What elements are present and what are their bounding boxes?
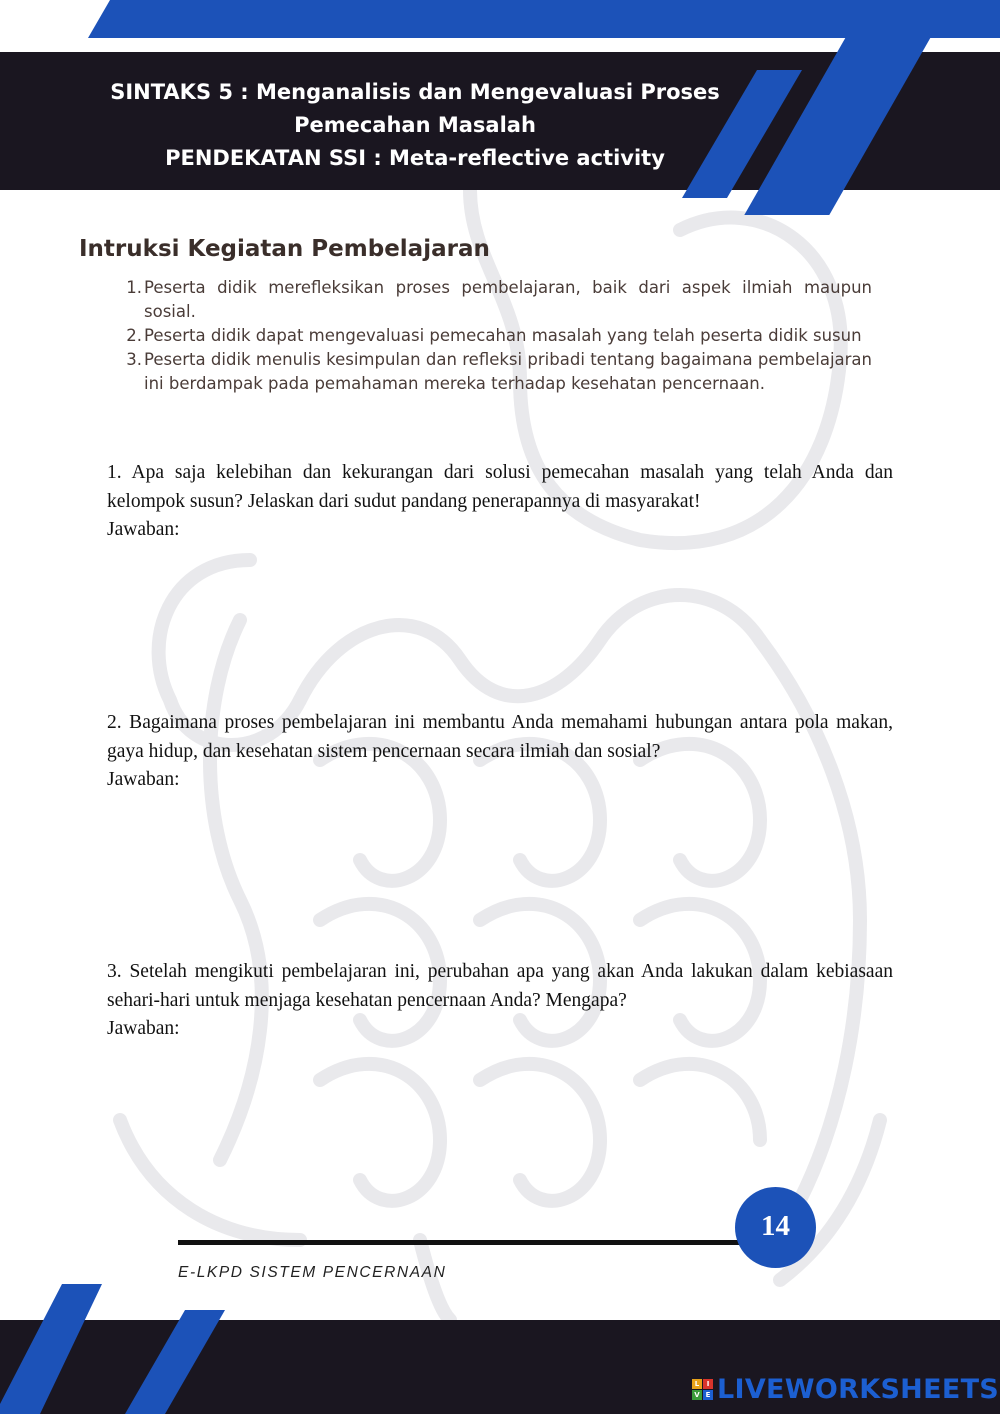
instruction-text: Peserta didik menulis kesimpulan dan refleksi pribadi tentang bagaimana pembelajaran ini berdampak pada pemahaman mereka terhadap kesehatan pencernaan. [144,350,872,393]
footer-blue-stripes [0,1280,260,1414]
question-2 [107,709,893,795]
logo-letter: E [703,1390,713,1400]
liveworksheets-wordmark: LIVEWORKSHEETS [717,1374,1000,1405]
question-text: 1. Apa saja kelebihan dan kekurangan dari solusi pemecahan masalah yang telah Anda dan kelompok susun? Jelaskan dari sudut pandang penerapannya di masyarakat! [107,462,893,512]
header-line-1: SINTAKS 5 : Menganalisis dan Mengevaluasi Proses [110,80,720,104]
question-text: 3. Setelah mengikuti pembelajaran ini, perubahan apa yang akan Anda lakukan dalam kebiasaan sehari-hari untuk menjaga kesehatan pencernaan Anda? Mengapa? [107,961,893,1011]
question-text: 2. Bagaimana proses pembelajaran ini membantu Anda memahami hubungan antara pola makan, gaya hidup, dan kesehatan sistem pencernaan secara ilmiah dan sosial? [107,712,893,762]
footer-divider [178,1240,758,1245]
instruction-item [120,276,872,324]
answer-label: Jawaban: [107,769,180,790]
page-number: 14 [735,1187,816,1268]
header-line-3: PENDEKATAN SSI : Meta-reflective activity [165,146,665,170]
instruction-item [120,324,872,348]
question-3 [107,958,893,1044]
instruction-text: Peserta didik dapat mengevaluasi pemecahan masalah yang telah peserta didik susun [144,326,862,345]
question-1 [107,459,893,545]
footer-label: E-LKPD SISTEM PENCERNAAN [178,1264,447,1281]
instruction-list [120,276,872,396]
instruction-number: 3. [126,350,142,369]
section-title: Intruksi Kegiatan Pembelajaran [79,236,490,262]
liveworksheets-grid-icon [692,1379,713,1400]
answer-label: Jawaban: [107,519,180,540]
logo-letter: V [692,1390,702,1400]
instruction-item [120,348,872,396]
header-line-2: Pemecahan Masalah [294,113,536,137]
logo-letter: I [703,1379,713,1389]
liveworksheets-logo [692,1374,999,1405]
header-title [90,76,740,175]
logo-letter: L [692,1379,702,1389]
instruction-number: 2. [126,326,142,345]
answer-label: Jawaban: [107,1018,180,1039]
instruction-text: Peserta didik merefleksikan proses pembelajaran, baik dari aspek ilmiah maupun sosial. [144,278,872,321]
instruction-number: 1. [126,278,142,297]
